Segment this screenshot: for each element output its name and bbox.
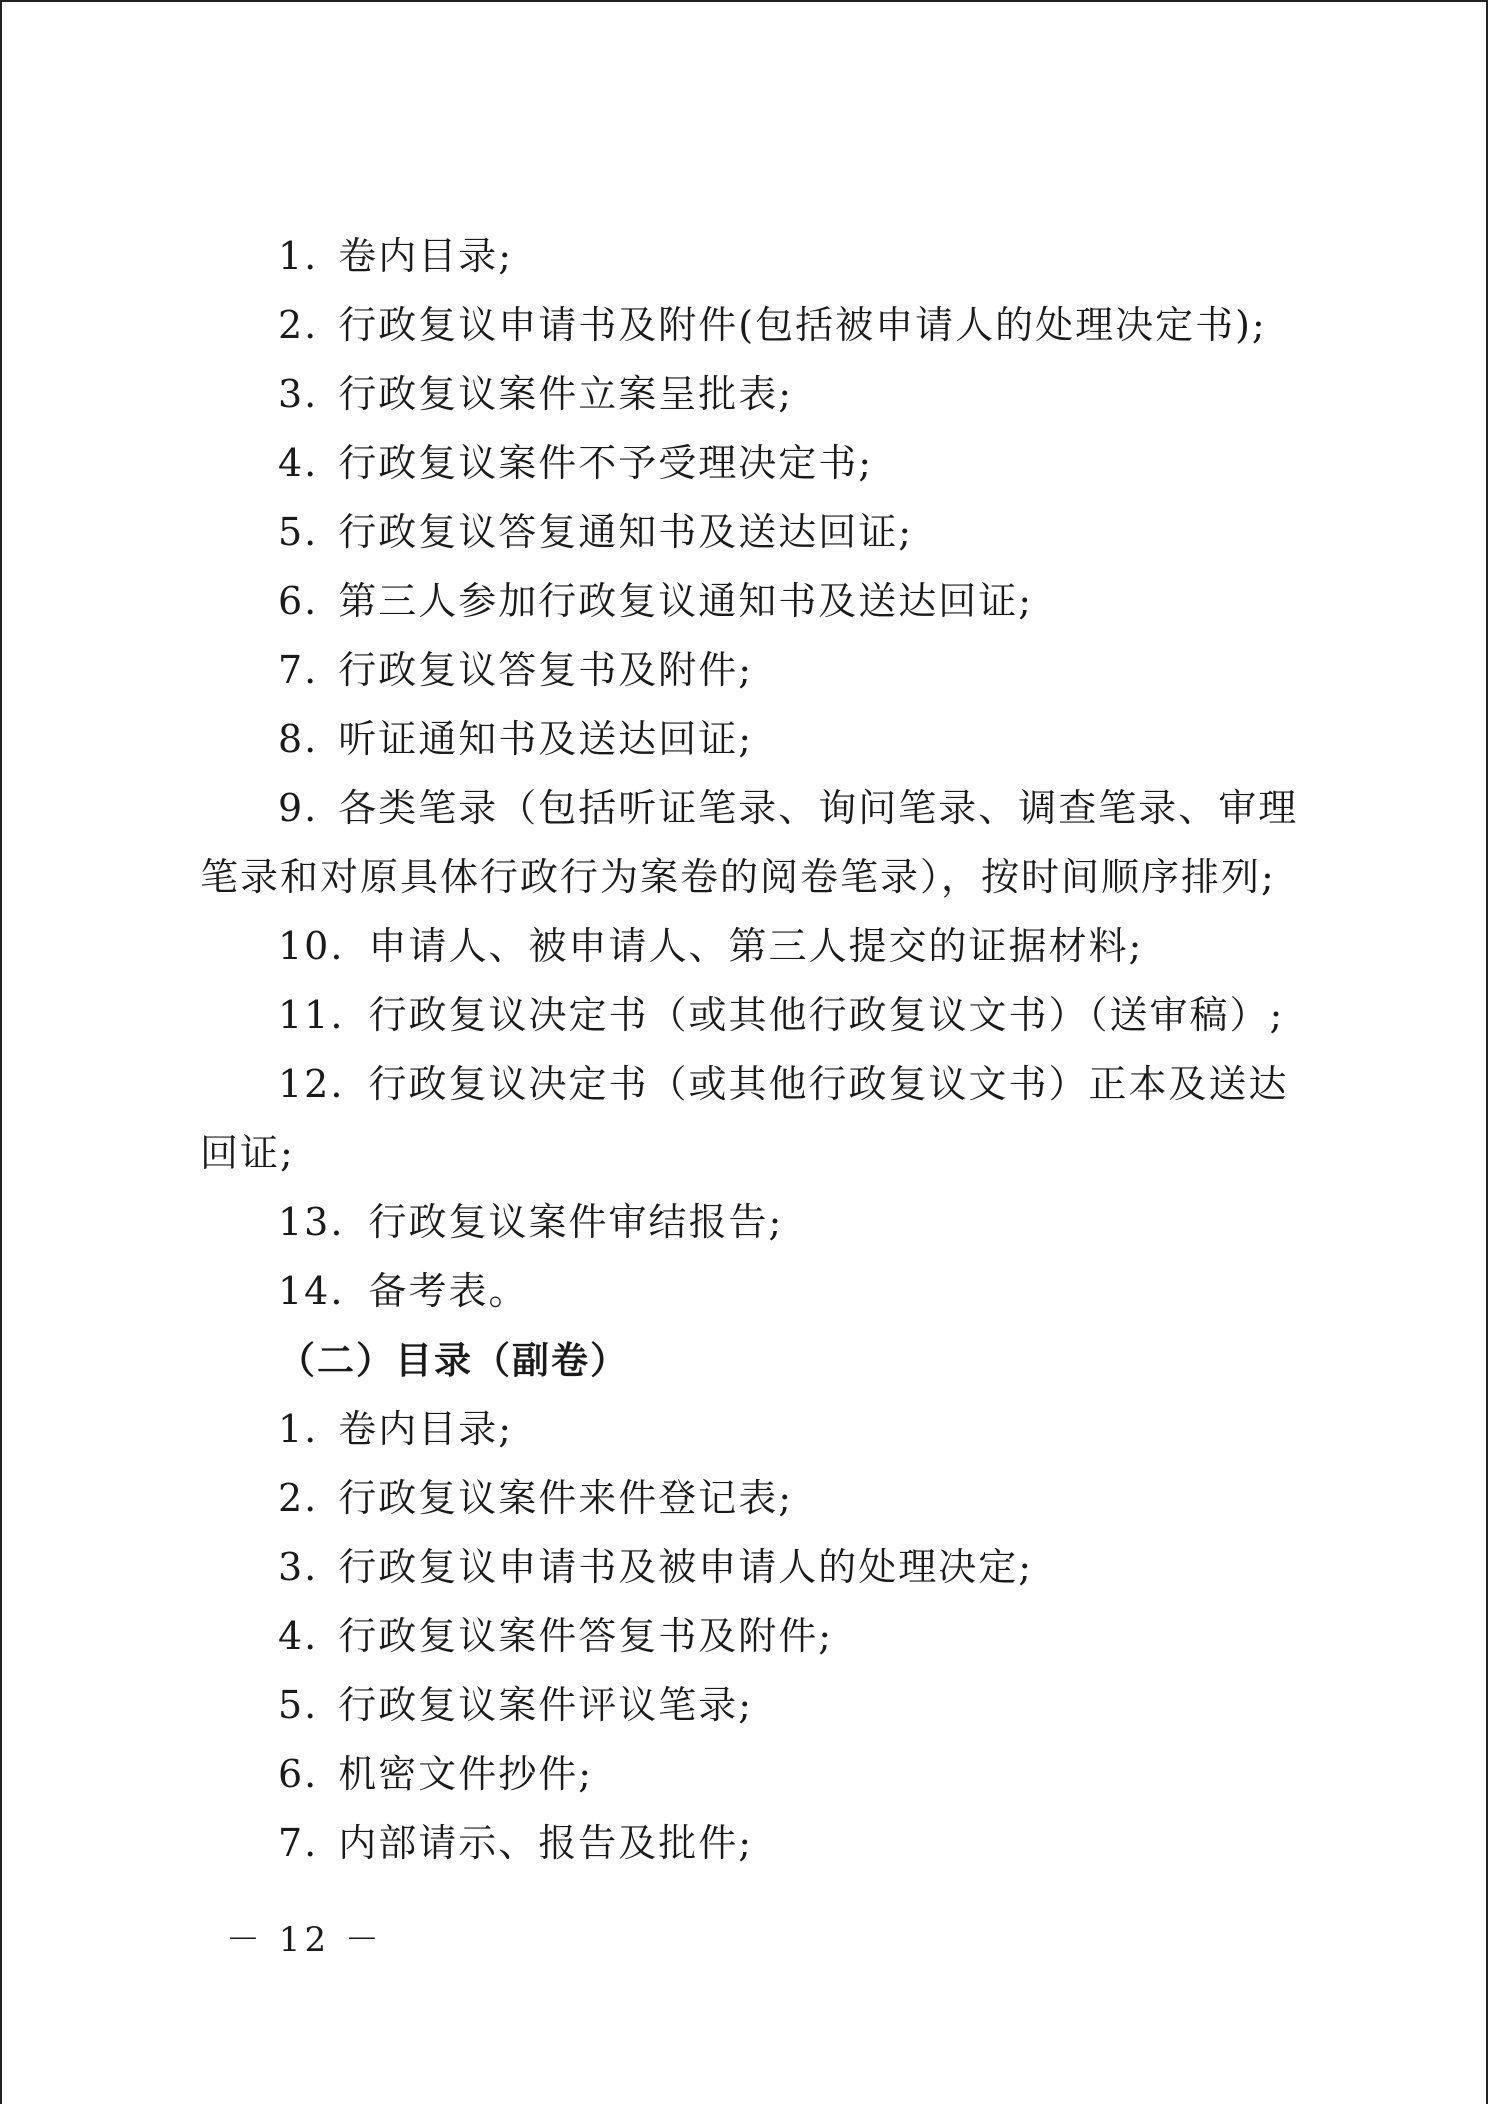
item-text: 行政复议决定书（或其他行政复议文书）正本及送达 [368, 1062, 1289, 1106]
item-number: 3. [278, 372, 319, 416]
item-text: 第三人参加行政复议通知书及送达回证; [338, 579, 1034, 623]
item-number: 9. [278, 786, 319, 830]
item-number: 2. [278, 1476, 319, 1520]
item-text: 行政复议案件审结报告; [368, 1200, 784, 1244]
item-text: 行政复议答复书及附件; [338, 648, 754, 692]
item-text: 行政复议案件答复书及附件; [338, 1614, 834, 1658]
list-item [200, 981, 1290, 1050]
list-item [200, 429, 1290, 498]
item-number: 11. [278, 993, 345, 1037]
item-text: 听证通知书及送达回证; [338, 717, 754, 761]
item-text: 行政复议案件来件登记表; [338, 1476, 794, 1520]
item-text: 申请人、被申请人、第三人提交的证据材料; [368, 924, 1144, 968]
list-item [200, 1188, 1290, 1257]
item-text: 机密文件抄件; [338, 1752, 594, 1796]
item-text: 行政复议案件评议笔录; [338, 1683, 754, 1727]
list-item [200, 1740, 1290, 1809]
item-number: 8. [278, 717, 319, 761]
item-text: 内部请示、报告及批件; [338, 1821, 754, 1865]
item-number: 5. [278, 1683, 319, 1727]
item-text: 备考表。 [368, 1269, 529, 1313]
list-item [200, 774, 1299, 843]
list-item [200, 222, 1290, 291]
item-number: 14. [278, 1269, 345, 1313]
item-text: 卷内目录; [338, 234, 514, 278]
list-item [200, 1050, 1290, 1119]
item-text: 行政复议决定书（或其他行政复议文书）（送审稿）; [368, 993, 1285, 1037]
list-item [200, 291, 1290, 360]
item-number: 1. [278, 234, 319, 278]
item-number: 6. [278, 1752, 319, 1796]
section-heading: （二）目录（副卷） [278, 1339, 629, 1382]
item-number: 6. [278, 579, 319, 623]
item-text: 卷内目录; [338, 1407, 514, 1451]
list-item [200, 498, 1290, 567]
item-text: 行政复议申请书及被申请人的处理决定; [338, 1545, 1034, 1589]
item-text: 行政复议答复通知书及送达回证; [338, 510, 914, 554]
list-item [200, 567, 1290, 636]
item-number: 5. [278, 510, 319, 554]
list-item [200, 1533, 1290, 1602]
list-item-continuation: 笔录和对原具体行政行为案卷的阅卷笔录），按时间顺序排列; [200, 855, 1276, 899]
document-body [200, 222, 1299, 1878]
item-number: 2. [278, 303, 319, 347]
item-number: 10. [278, 924, 345, 968]
item-text: 行政复议案件不予受理决定书; [338, 441, 874, 485]
item-number: 4. [278, 441, 319, 485]
item-text: 行政复议申请书及附件(包括被申请人的处理决定书); [338, 303, 1267, 347]
item-number: 3. [278, 1545, 319, 1589]
list-item [200, 1464, 1290, 1533]
list-item-continuation: 回证; [200, 1131, 295, 1175]
item-text: 各类笔录（包括听证笔录、询问笔录、调查笔录、审理 [338, 786, 1299, 830]
item-text: 行政复议案件立案呈批表; [338, 372, 794, 416]
list-item [200, 636, 1290, 705]
item-number: 12. [278, 1062, 345, 1106]
list-item [200, 360, 1290, 429]
list-item [200, 1257, 1290, 1326]
item-number: 7. [278, 648, 319, 692]
item-number: 1. [278, 1407, 319, 1451]
list-item [200, 705, 1290, 774]
list-item [200, 1671, 1290, 1740]
page-number: － 12 － [226, 1920, 383, 1960]
item-number: 7. [278, 1821, 319, 1865]
list-item [200, 1809, 1290, 1878]
list-item [200, 1395, 1290, 1464]
list-item [200, 1602, 1290, 1671]
item-number: 13. [278, 1200, 345, 1244]
item-number: 4. [278, 1614, 319, 1658]
list-item [200, 912, 1290, 981]
